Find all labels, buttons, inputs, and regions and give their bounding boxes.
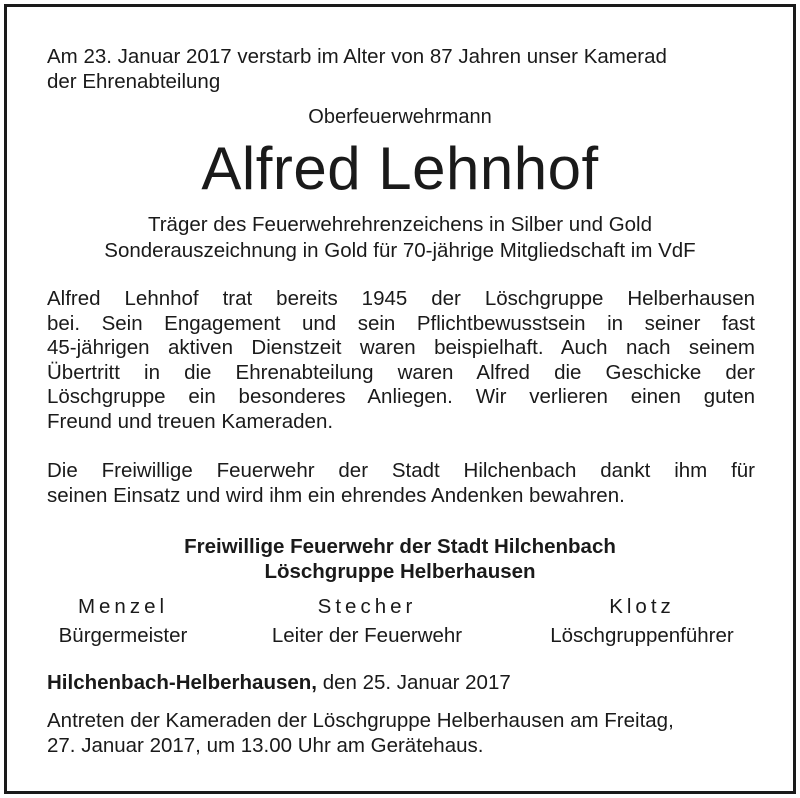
- thanks-line: seinen Einsatz und wird ihm ein ehrendes Andenken bewahren.: [47, 483, 625, 507]
- signatory-name-menzel: Menzel: [77, 595, 169, 618]
- honor-line-1: Träger des Feuerwehrehrenzeichens in Silber und Gold: [147, 213, 653, 236]
- signatory-name-klotz: Klotz: [609, 595, 675, 618]
- notice-line-2: 27. Januar 2017, um 13.00 Uhr am Gerätehaus.: [47, 734, 484, 757]
- tribute-line: 45-jährigen aktiven Dienstzeit waren beispielhaft. Auch nach seinem: [47, 336, 755, 359]
- tribute-paragraph: [47, 287, 755, 434]
- intro-line-2: der Ehrenabteilung: [47, 70, 221, 93]
- signatory-role-stecher: Leiter der Feuerwehr: [271, 624, 463, 647]
- place-date-line: [47, 671, 511, 695]
- notice-line-1: Antreten der Kameraden der Löschgruppe Helberhausen am Freitag,: [47, 709, 674, 732]
- signatory-name-stecher: Stecher: [317, 595, 417, 618]
- tribute-line: Alfred Lehnhof trat bereits 1945 der Löschgruppe Helberhausen: [47, 287, 755, 310]
- tribute-line: Freund und treuen Kameraden.: [47, 409, 334, 433]
- intro-line-1: Am 23. Januar 2017 verstarb im Alter von 87 Jahren unser Kamerad: [47, 45, 667, 68]
- tribute-line: Löschgruppe ein besonderes Anliegen. Wir verlieren einen guten: [47, 385, 755, 408]
- organization-unit: Löschgruppe Helberhausen: [264, 560, 536, 583]
- thanks-line: Die Freiwillige Feuerwehr der Stadt Hilchenbach dankt ihm für: [47, 459, 755, 482]
- honor-line-2: Sonderauszeichnung in Gold für 70-jährige Mitgliedschaft im VdF: [104, 239, 696, 262]
- obituary-frame: [4, 4, 796, 794]
- deceased-name: Alfred Lehnhof: [201, 135, 599, 202]
- rank-title: Oberfeuerwehrmann: [308, 106, 492, 128]
- signatory-role-menzel: Bürgermeister: [58, 624, 188, 647]
- thanks-paragraph: [47, 459, 755, 508]
- date: den 25. Januar 2017: [322, 671, 511, 694]
- tribute-line: bei. Sein Engagement und sein Pflichtbewusstsein in seiner fast: [47, 311, 755, 335]
- tribute-line: Übertritt in die Ehrenabteilung waren Alfred die Geschicke der: [47, 360, 755, 384]
- place: Hilchenbach-Helberhausen,: [47, 671, 317, 694]
- signatory-role-klotz: Löschgruppenführer: [550, 624, 734, 647]
- organization-name: Freiwillige Feuerwehr der Stadt Hilchenbach: [184, 535, 616, 558]
